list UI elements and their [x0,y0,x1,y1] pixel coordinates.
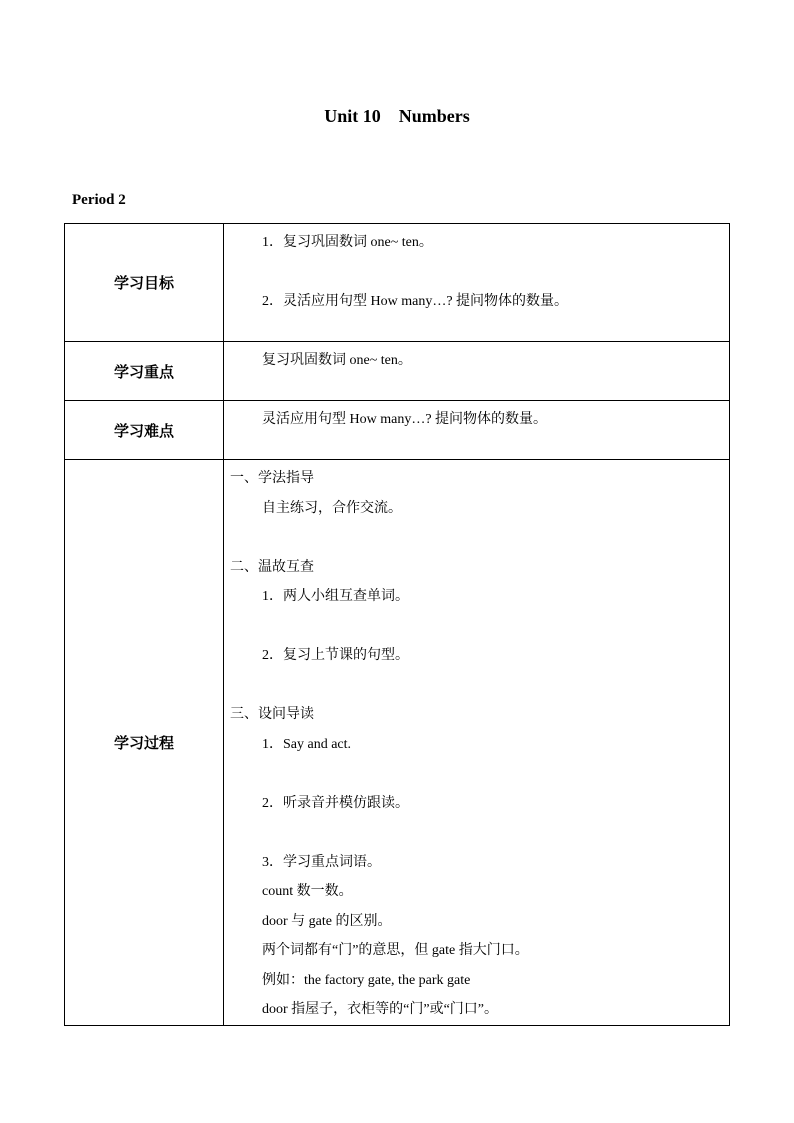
section-heading-1: 一、学法指导 [230,471,314,486]
table-row-process [65,460,730,1026]
process-line: 两个词都有“门”的意思，但 gate 指大门口。 [262,943,529,958]
period-heading: Period 2 [72,192,126,208]
section-heading-3: 三、设问导读 [230,707,314,722]
process-line: count 数一数。 [262,884,353,899]
process-line: door 指屋子，衣柜等的“门”或“门口”。 [262,1002,499,1017]
process-line: door 与 gate 的区别。 [262,913,392,929]
process-line: 1．Say and act. [262,736,352,752]
process-line: 3．学习重点词语。 [262,854,381,870]
key-line-1: 复习巩固数词 one~ ten。 [262,353,412,368]
row-content-goals [224,224,730,342]
row-label-difficulty: 学习难点 [65,401,224,460]
process-line: 自主练习，合作交流。 [262,500,402,516]
goal-line-1: 1．复习巩固数词 one~ ten。 [262,235,433,250]
process-line: 例如：the factory gate, the park gate [262,972,471,988]
row-label-key: 学习重点 [65,342,224,401]
lesson-plan-table [64,223,730,1026]
table-row-difficulty [65,401,730,460]
section-heading-2: 二、温故互查 [230,559,314,575]
table-row-goals [65,224,730,342]
row-content-key [224,342,730,401]
process-line: 2．听录音并模仿跟读。 [262,795,409,811]
difficulty-line-1: 灵活应用句型 How many…? 提问物体的数量。 [262,412,548,427]
table-row-key [65,342,730,401]
process-line: 1．两人小组互查单词。 [262,589,409,604]
goal-line-2: 2．灵活应用句型 How many…? 提问物体的数量。 [262,294,569,309]
page-title: Unit 10 Numbers [324,106,470,126]
process-line: 2．复习上节课的句型。 [262,648,409,663]
row-label-process: 学习过程 [65,460,224,1026]
row-label-goals: 学习目标 [65,224,224,342]
row-content-difficulty [224,401,730,460]
row-content-process [224,460,730,1026]
